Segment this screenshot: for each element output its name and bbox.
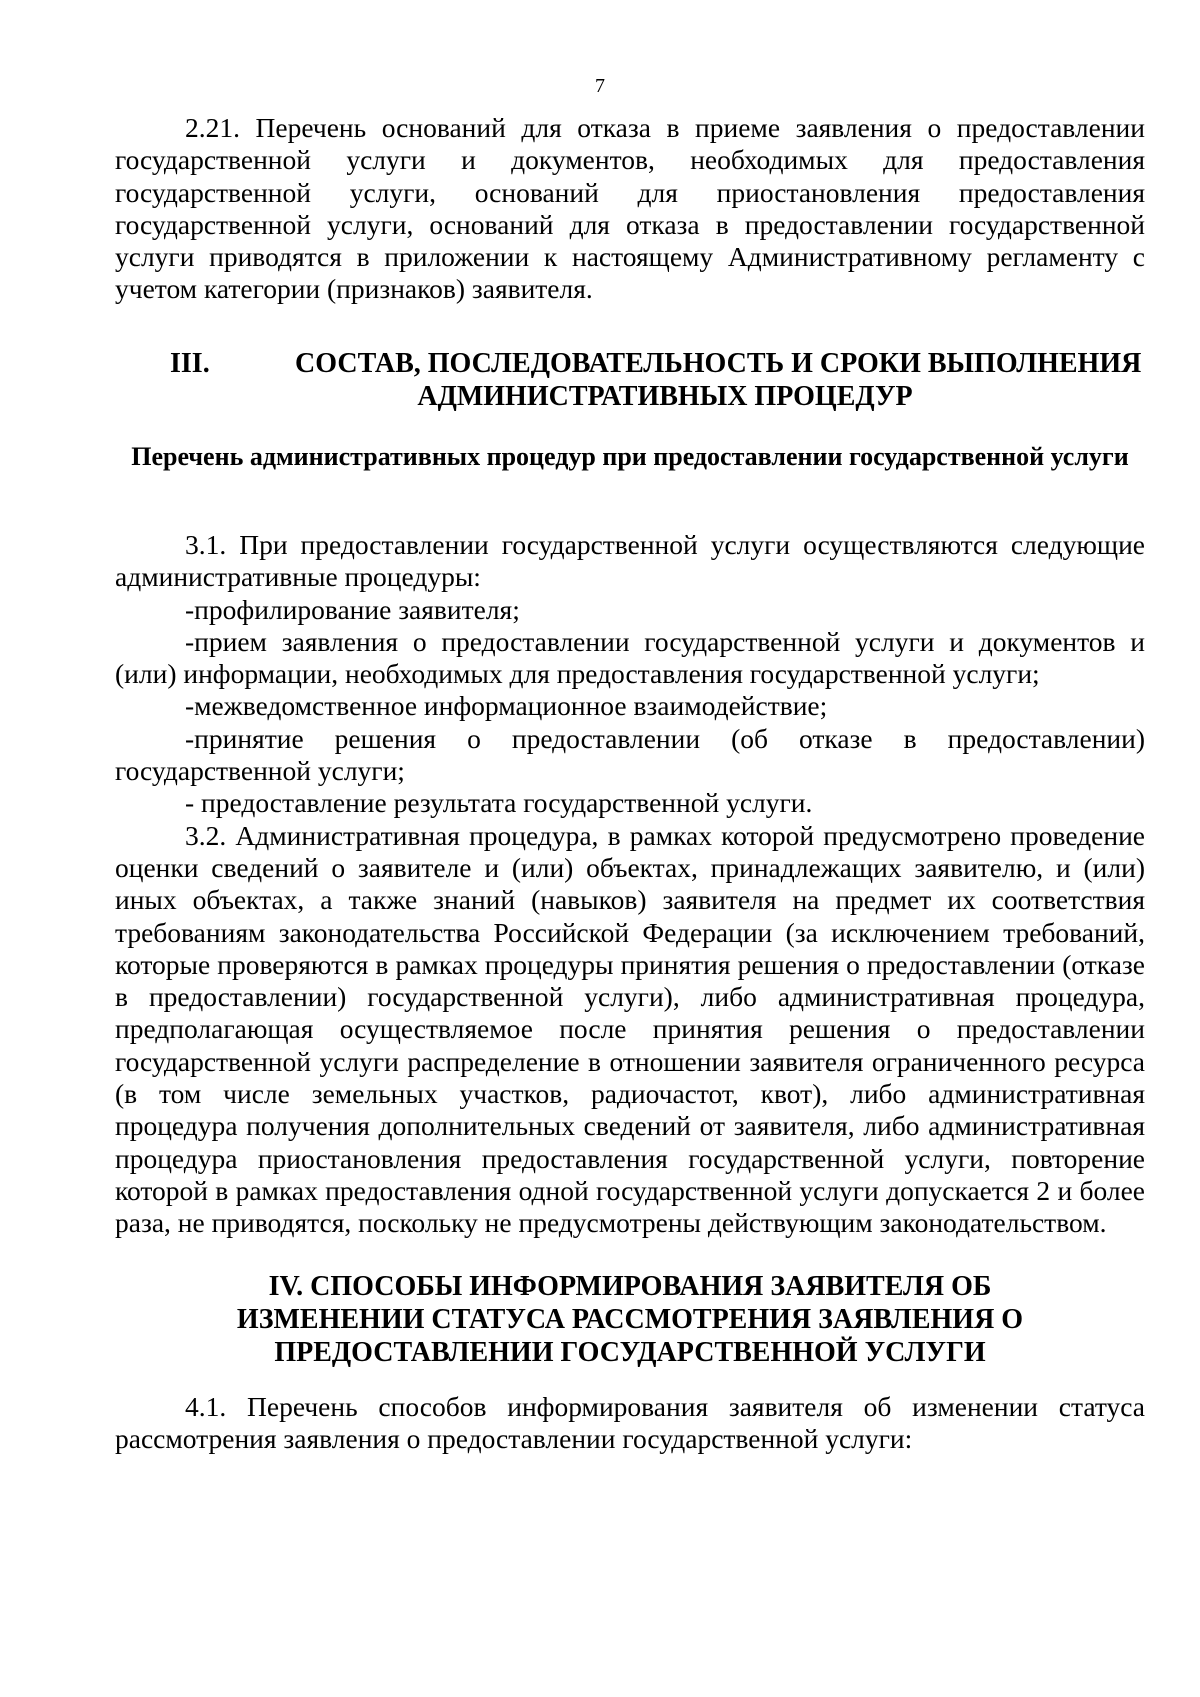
section-3-title-line1: СОСТАВ, ПОСЛЕДОВАТЕЛЬНОСТЬ И СРОКИ ВЫПОЛНЕНИЯ	[295, 348, 1142, 379]
section-4-body	[115, 1391, 1145, 1456]
section-4-heading: IV. СПОСОБЫ ИНФОРМИРОВАНИЯ ЗАЯВИТЕЛЯ ОБ ИЗМЕНЕНИИ СТАТУСА РАССМОТРЕНИЯ ЗАЯВЛЕНИЯ О ПРЕДОСТАВЛЕНИИ ГОСУДАРСТВЕННОЙ УСЛУГИ	[236, 1271, 1024, 1368]
section-3-subheading: Перечень административных процедур при предоставлении государственной услуги	[131, 442, 1129, 471]
paragraph-2-21-text: 2.21. Перечень оснований для отказа в приеме заявления о предоставлении государственной услуги и документов, необходимых для предоставления государственной услуги, оснований для приостановления предоставления государственной услуги, оснований для отказа в предоставлении государственной услуги приводятся в приложении к настоящему Административному регламенту с учетом категории (признаков) заявителя.	[115, 112, 1145, 305]
section-3-heading-line1	[115, 347, 1145, 380]
list-item-1: -профилирование заявителя;	[185, 593, 520, 625]
section-3-heading	[115, 347, 1145, 413]
list-item-4: -принятие решения о предоставлении (об отказе в предоставлении) государственной услуги;	[115, 722, 1145, 787]
section-3-title-line2: АДМИНИСТРАТИВНЫХ ПРОЦЕДУР	[417, 381, 913, 412]
paragraph-3-2: 3.2. Административная процедура, в рамках которой предусмотрено проведение оценки сведений о заявителе и (или) объектах, принадлежащих заявителю, и (или) иных объектах, а также знаний (навыков) заявителя на предмет их соответствия требованиям законодательства Российской Федерации (за исключением требований, которые проверяются в рамках процедуры принятия решения о предоставлении (отказе в предоставлении) государственной услуги), либо административная процедура, предполагающая осуществляемое после принятия решения о предоставлении государственной услуги распределение в отношении заявителя ограниченного ресурса (в том числе земельных участков, радиочастот, квот), либо административная процедура получения дополнительных сведений от заявителя, либо административная процедура приостановления предоставления государственной услуги, повторение которой в рамках предоставления одной государственной услуги допускается 2 и более раза, не приводятся, поскольку не предусмотрены действующим законодательством.	[115, 819, 1145, 1239]
paragraph-4-1: 4.1. Перечень способов информирования заявителя об изменении статуса рассмотрения заявления о предоставлении государственной услуги:	[115, 1391, 1145, 1455]
paragraph-2-21	[115, 112, 1145, 306]
section-3-body	[115, 529, 1145, 1240]
list-item-2: -прием заявления о предоставлении государственной услуги и документов и (или) информации, необходимых для предоставления государственной услуги;	[115, 625, 1145, 690]
page-number: 7	[595, 75, 605, 97]
list-item-3: -межведомственное информационное взаимодействие;	[185, 690, 828, 722]
list-item-5: - предоставление результата государственной услуги.	[185, 787, 813, 819]
paragraph-3-1: 3.1. При предоставлении государственной услуги осуществляются следующие административные процедуры:	[115, 529, 1145, 593]
section-3-number: III.	[170, 348, 210, 379]
